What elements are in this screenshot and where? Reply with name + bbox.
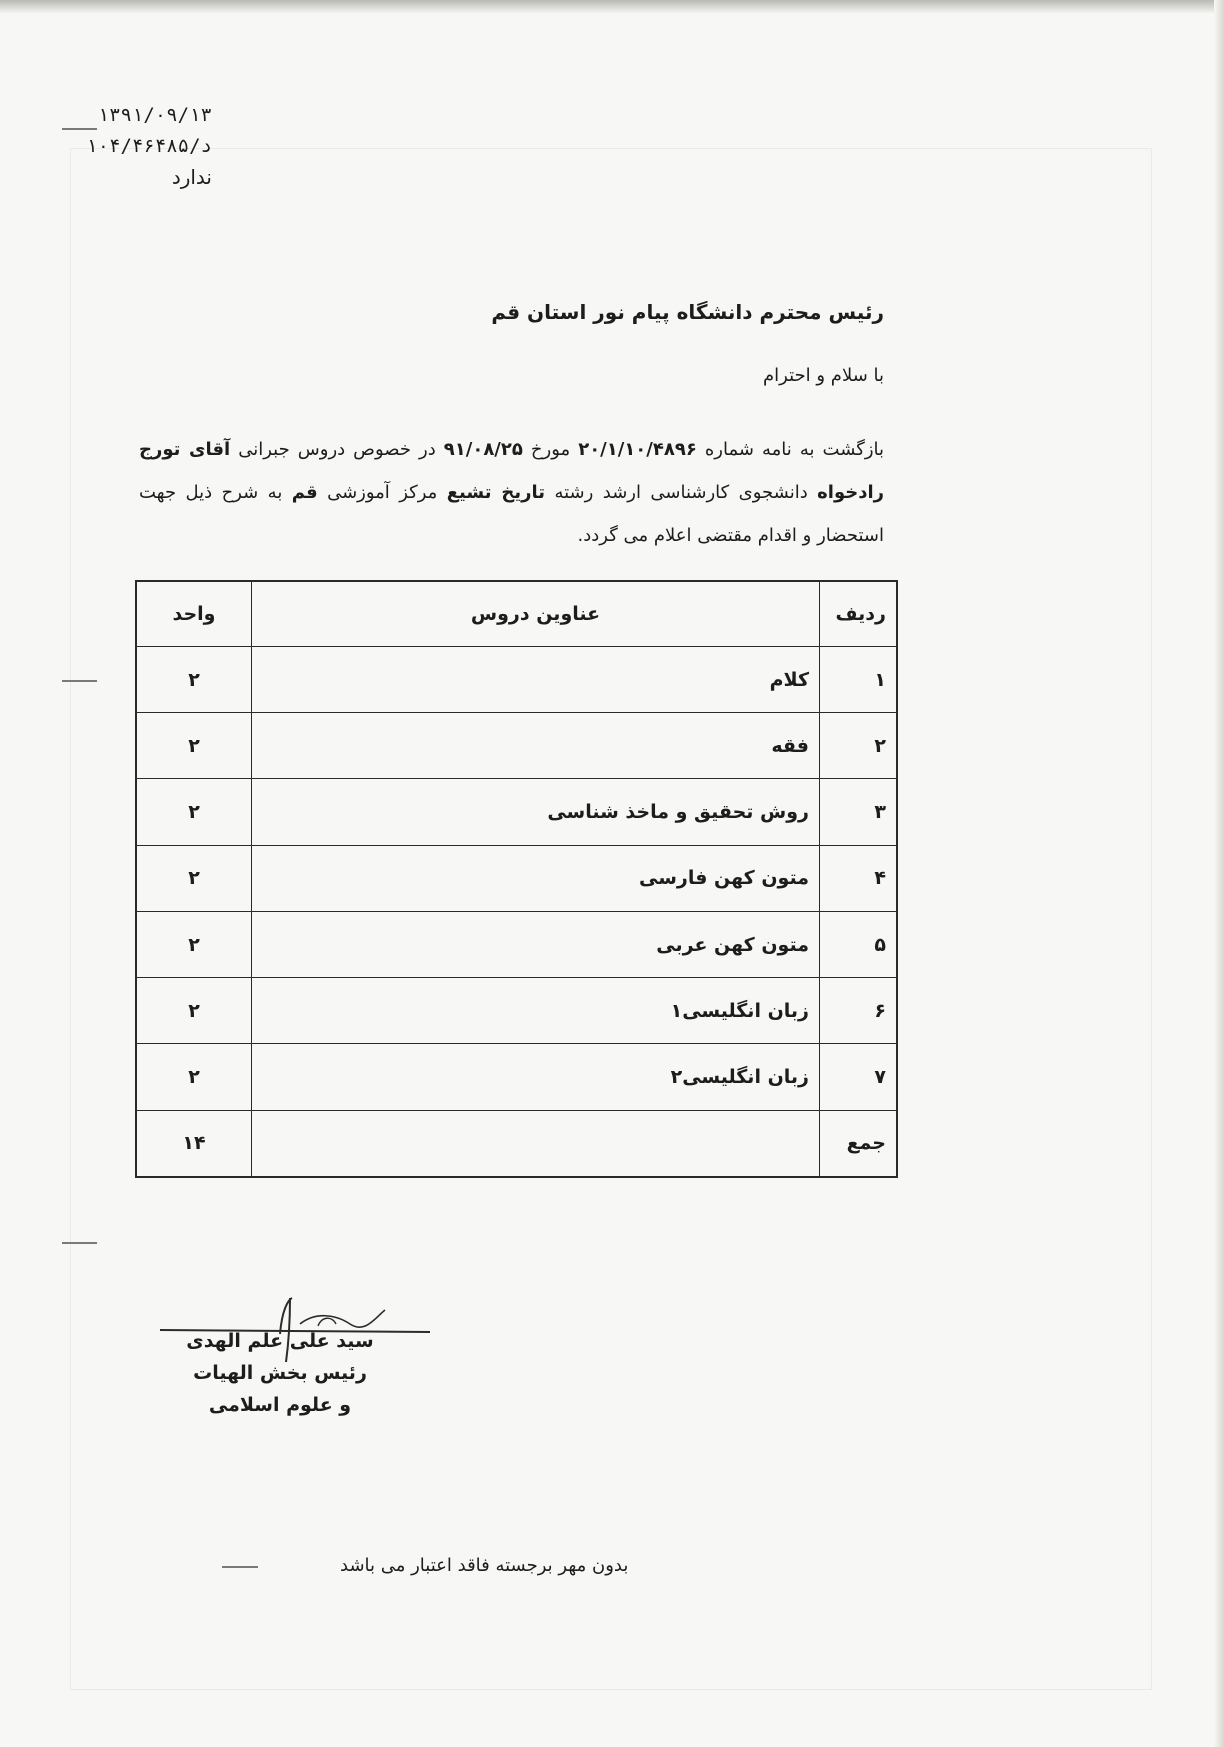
signer-department: و علوم اسلامی bbox=[208, 1394, 352, 1416]
course-title: روش تحقیق و ماخذ شناسی bbox=[252, 779, 820, 845]
table-row bbox=[136, 911, 897, 977]
letter-metadata bbox=[62, 100, 212, 193]
scan-shadow-top bbox=[0, 0, 1224, 14]
table-row bbox=[136, 713, 897, 779]
reference-date: ۹۱/۰۸/۲۵ bbox=[443, 439, 523, 460]
table-row bbox=[136, 779, 897, 845]
margin-mark bbox=[62, 1242, 97, 1244]
row-number: ۲ bbox=[820, 713, 898, 779]
table-row bbox=[136, 647, 897, 713]
signer-title: رئیس بخش الهیات bbox=[193, 1362, 367, 1384]
signature-block bbox=[180, 1325, 380, 1421]
body-text-2: مورخ bbox=[522, 439, 579, 460]
course-units: ۲ bbox=[136, 779, 252, 845]
course-title: فقه bbox=[252, 713, 820, 779]
course-units: ۲ bbox=[136, 845, 252, 911]
table-row bbox=[136, 1044, 897, 1110]
course-units: ۲ bbox=[136, 713, 252, 779]
course-units: ۲ bbox=[136, 978, 252, 1044]
table-row bbox=[136, 845, 897, 911]
header-course-title: عناوین دروس bbox=[252, 581, 820, 647]
body-text-6: به شرح ذیل جهت استحضار و اقدام مقتضی اعلام می گردد. bbox=[139, 482, 884, 546]
courses-table bbox=[135, 580, 898, 1178]
center-name: قم bbox=[291, 482, 318, 503]
course-title: زبان انگلیسی۲ bbox=[252, 1044, 820, 1110]
course-title: متون کهن فارسی bbox=[252, 845, 820, 911]
course-title: کلام bbox=[252, 647, 820, 713]
table-total-row bbox=[136, 1110, 897, 1177]
row-number: ۵ bbox=[820, 911, 898, 977]
scan-shadow-right bbox=[1214, 0, 1224, 1747]
table-header-row bbox=[136, 581, 897, 647]
student-name: آقای تورج رادخواه bbox=[139, 439, 884, 503]
row-number: ۱ bbox=[820, 647, 898, 713]
body-text-5: مرکز آموزشی bbox=[317, 482, 447, 503]
row-number: ۴ bbox=[820, 845, 898, 911]
course-units: ۲ bbox=[136, 1044, 252, 1110]
course-units: ۲ bbox=[136, 647, 252, 713]
greeting-line: با سلام و احترام bbox=[763, 365, 884, 386]
reference-number: ۲۰/۱/۱۰/۴۸۹۶ bbox=[578, 439, 697, 460]
letter-attachment: ندارد bbox=[171, 165, 212, 189]
letter-number: د/۱۰۴/۴۶۴۸۵ bbox=[86, 135, 212, 157]
margin-mark bbox=[222, 1566, 258, 1568]
course-title: متون کهن عربی bbox=[252, 911, 820, 977]
total-spacer bbox=[252, 1110, 820, 1177]
signer-name: سید علی علم الهدی bbox=[186, 1330, 374, 1352]
margin-mark bbox=[62, 680, 97, 682]
margin-mark bbox=[62, 128, 97, 130]
row-number: ۶ bbox=[820, 978, 898, 1044]
body-text-1: بازگشت به نامه شماره bbox=[696, 439, 885, 460]
course-units: ۲ bbox=[136, 911, 252, 977]
body-text-4: دانشجوی کارشناسی ارشد رشته bbox=[545, 482, 818, 503]
course-title: زبان انگلیسی۱ bbox=[252, 978, 820, 1044]
total-units: ۱۴ bbox=[136, 1110, 252, 1177]
recipient-line: رئیس محترم دانشگاه پیام نور استان قم bbox=[491, 300, 884, 324]
row-number: ۳ bbox=[820, 779, 898, 845]
letter-date: ۱۳۹۱/۰۹/۱۳ bbox=[97, 104, 212, 126]
header-row-number: ردیف bbox=[820, 581, 898, 647]
letter-body bbox=[139, 428, 884, 557]
field-of-study: تاریخ تشیع bbox=[446, 482, 546, 503]
header-units: واحد bbox=[136, 581, 252, 647]
body-text-3: در خصوص دروس جبرانی bbox=[230, 439, 444, 460]
footer-note: بدون مهر برجسته فاقد اعتبار می باشد bbox=[340, 1555, 629, 1576]
row-number: ۷ bbox=[820, 1044, 898, 1110]
table-row bbox=[136, 978, 897, 1044]
total-label: جمع bbox=[820, 1110, 898, 1177]
